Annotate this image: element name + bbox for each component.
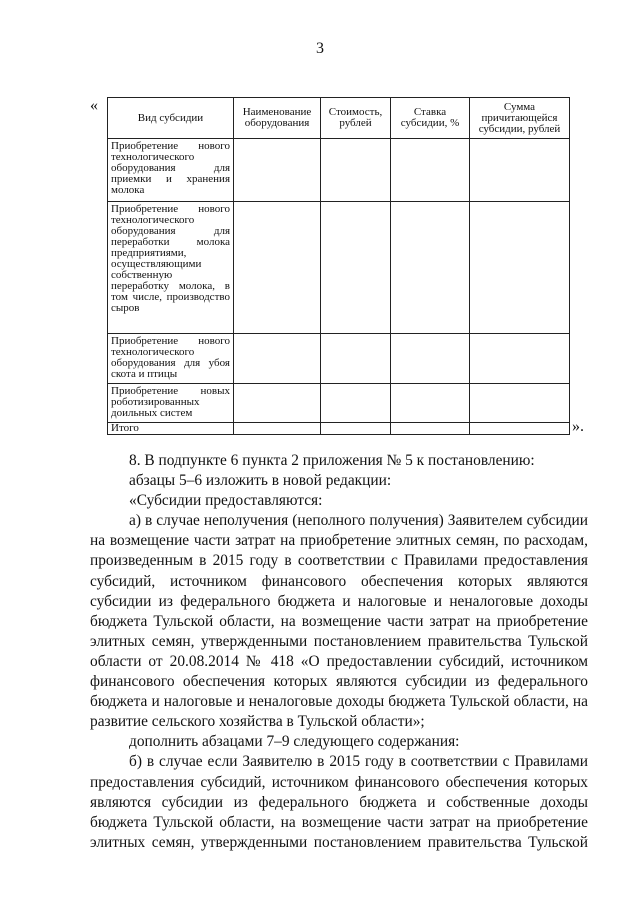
table-opening-quote: «: [90, 97, 98, 114]
paragraph-item-8: 8. В подпункте 6 пункта 2 приложения № 5 к постановлению:: [129, 452, 535, 469]
empty-cell: [321, 202, 391, 334]
paragraph-case-b: б) в случае если Заявителю в 2015 году в соответствии с Правилами предоставления субсидий, источником финансового обеспечения которых являются субсидии из федерального бюджета и собственные доходы бюджета Тульской области, на возмещение части затрат на приобретение элитных семян, утвержденными постановлением правительства Тульской: [90, 753, 588, 851]
table-row: [108, 139, 570, 202]
header-equipment-name: Наименование оборудования: [234, 98, 321, 139]
empty-cell: [321, 334, 391, 384]
row-subsidy-type: Приобретение нового технологического оборудования для приемки и хранения молока: [108, 139, 234, 202]
empty-cell: [234, 423, 321, 435]
table-total-row: [108, 423, 570, 435]
empty-cell: [234, 139, 321, 202]
empty-cell: [391, 384, 470, 423]
empty-cell: [470, 423, 570, 435]
empty-cell: [234, 334, 321, 384]
empty-cell: [391, 423, 470, 435]
table-row: [108, 334, 570, 384]
row-subsidy-type: Приобретение новых роботизированных доильных систем: [108, 384, 234, 423]
empty-cell: [470, 139, 570, 202]
paragraph-subsidies-provided: «Субсидии предоставляются:: [129, 492, 323, 510]
empty-cell: [470, 334, 570, 384]
empty-cell: [391, 139, 470, 202]
table-row: [108, 202, 570, 334]
row-subsidy-type: Приобретение нового технологического оборудования для убоя скота и птицы: [108, 334, 234, 384]
empty-cell: [321, 423, 391, 435]
table-row: [108, 384, 570, 423]
table-header-row: [108, 98, 570, 139]
page-number: 3: [316, 40, 324, 57]
table-closing-quote: ».: [572, 418, 584, 435]
empty-cell: [470, 202, 570, 334]
paragraph-case-a: а) в случае неполучения (неполного получения) Заявителем субсидии на возмещение части затрат на приобретение элитных семян, по расходам, произведенным в 2015 году в соответствии с Правилами предоставления субсидий, источником финансового обеспечения которых являются субсидии из федерального бюджета и налоговые и неналоговые доходы бюджета Тульской области, на возмещение части затрат на приобретение элитных семян, утвержденными постановлением правительства Тульской области от 20.08.2014 № 418 «О предоставлении субсидий, источником финансового обеспечения которых являются субсидии из федерального бюджета и налоговые и неналоговые доходы бюджета Тульской области, на развитие сельского хозяйства в Тульской области»;: [90, 512, 588, 731]
empty-cell: [391, 202, 470, 334]
empty-cell: [391, 334, 470, 384]
empty-cell: [234, 384, 321, 423]
document-body: [90, 451, 588, 853]
total-label: Итого: [108, 423, 234, 435]
row-subsidy-type: Приобретение нового технологического оборудования для переработки молока предприятиями, осуществляющими собственную переработку молока, в том числе, производство сыров: [108, 202, 234, 334]
subsidy-table: [107, 97, 570, 435]
header-subsidy-type: Вид субсидии: [108, 98, 234, 139]
empty-cell: [321, 384, 391, 423]
header-subsidy-amount: Сумма причитающейся субсидии, рублей: [470, 98, 570, 139]
empty-cell: [470, 384, 570, 423]
empty-cell: [321, 139, 391, 202]
header-cost: Стоимость, рублей: [321, 98, 391, 139]
paragraph-new-edition: абзацы 5–6 изложить в новой редакции:: [129, 472, 392, 490]
empty-cell: [234, 202, 321, 334]
header-subsidy-rate: Ставка субсидии, %: [391, 98, 470, 139]
paragraph-add-7-9: дополнить абзацами 7–9 следующего содержания:: [129, 733, 460, 751]
